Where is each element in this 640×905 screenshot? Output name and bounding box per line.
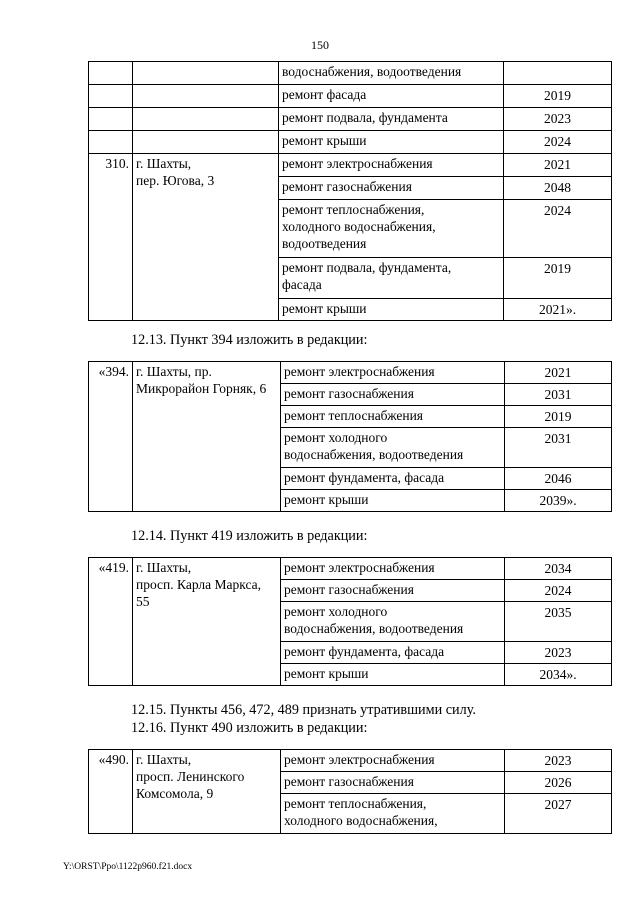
table-item-310 xyxy=(88,61,612,321)
work-cell: ремонт теплоснабжения xyxy=(281,406,505,428)
number-cell xyxy=(89,108,133,131)
year-cell: 2027 xyxy=(505,794,612,834)
year-cell: 2026 xyxy=(505,772,612,794)
address: г. Шахты, просп. Ленинского Комсомола, 9 xyxy=(133,750,281,834)
file-path-footer: Y:\ORST\Ppo\1122p960.f21.docx xyxy=(63,862,193,872)
work-cell: ремонт электроснабжения xyxy=(281,558,505,580)
work-cell: ремонт крыши xyxy=(279,299,504,321)
paragraph-12-16: 12.16. Пункт 490 изложить в редакции: xyxy=(131,720,368,736)
table-item-490 xyxy=(88,749,612,834)
work-cell: ремонт холодного водоснабжения, водоотведения xyxy=(281,602,505,642)
work-cell: водоснабжения, водоотведения xyxy=(279,62,504,85)
table-item-394 xyxy=(88,361,612,512)
work-cell: ремонт подвала, фундамента, фасада xyxy=(279,258,504,299)
item-number: «394. xyxy=(89,362,133,512)
work-cell: ремонт крыши xyxy=(279,131,504,154)
work-cell: ремонт электроснабжения xyxy=(281,362,505,384)
page-number: 150 xyxy=(311,38,329,52)
year-cell: 2048 xyxy=(504,177,612,200)
year-cell: 2021 xyxy=(505,362,612,384)
year-cell: 2021». xyxy=(504,299,612,321)
year-cell: 2019 xyxy=(505,406,612,428)
item-number: 310. xyxy=(89,154,133,321)
work-cell: ремонт фундамента, фасада xyxy=(281,642,505,664)
year-cell: 2039». xyxy=(505,490,612,512)
year-cell: 2019 xyxy=(504,258,612,299)
work-cell: ремонт электроснабжения xyxy=(281,750,505,772)
address-cell xyxy=(133,108,279,131)
paragraph-12-13: 12.13. Пункт 394 изложить в редакции: xyxy=(131,332,368,348)
work-cell: ремонт газоснабжения xyxy=(279,177,504,200)
year-cell: 2034 xyxy=(505,558,612,580)
item-number: «490. xyxy=(89,750,133,834)
work-cell: ремонт крыши xyxy=(281,664,505,686)
work-cell: ремонт газоснабжения xyxy=(281,772,505,794)
year-cell: 2023 xyxy=(505,750,612,772)
year-cell: 2031 xyxy=(505,384,612,406)
work-cell: ремонт крыши xyxy=(281,490,505,512)
work-cell: ремонт подвала, фундамента xyxy=(279,108,504,131)
year-cell: 2024 xyxy=(504,131,612,154)
address: г. Шахты, пер. Югова, 3 xyxy=(133,154,279,321)
item-number: «419. xyxy=(89,558,133,686)
paragraph-12-14: 12.14. Пункт 419 изложить в редакции: xyxy=(131,528,368,544)
table-item-419 xyxy=(88,557,612,686)
year-cell: 2034». xyxy=(505,664,612,686)
work-cell: ремонт газоснабжения xyxy=(281,384,505,406)
address: г. Шахты, пр. Микрорайон Горняк, 6 xyxy=(133,362,281,512)
number-cell xyxy=(89,131,133,154)
year-cell xyxy=(504,62,612,85)
number-cell xyxy=(89,85,133,108)
work-cell: ремонт холодного водоснабжения, водоотведения xyxy=(281,428,505,468)
number-cell xyxy=(89,62,133,85)
address: г. Шахты, просп. Карла Маркса, 55 xyxy=(133,558,281,686)
work-cell: ремонт газоснабжения xyxy=(281,580,505,602)
year-cell: 2023 xyxy=(505,642,612,664)
work-cell: ремонт фундамента, фасада xyxy=(281,468,505,490)
work-cell: ремонт фасада xyxy=(279,85,504,108)
address-cell xyxy=(133,85,279,108)
address-cell xyxy=(133,62,279,85)
work-cell: ремонт электроснабжения xyxy=(279,154,504,177)
work-cell: ремонт теплоснабжения, холодного водоснабжения, xyxy=(281,794,505,834)
paragraph-12-15: 12.15. Пункты 456, 472, 489 признать утратившими силу. xyxy=(131,702,476,718)
year-cell: 2031 xyxy=(505,428,612,468)
year-cell: 2021 xyxy=(504,154,612,177)
year-cell: 2024 xyxy=(505,580,612,602)
work-cell: ремонт теплоснабжения, холодного водоснабжения, водоотведения xyxy=(279,200,504,258)
year-cell: 2024 xyxy=(504,200,612,258)
year-cell: 2023 xyxy=(504,108,612,131)
year-cell: 2019 xyxy=(504,85,612,108)
address-cell xyxy=(133,131,279,154)
year-cell: 2046 xyxy=(505,468,612,490)
year-cell: 2035 xyxy=(505,602,612,642)
